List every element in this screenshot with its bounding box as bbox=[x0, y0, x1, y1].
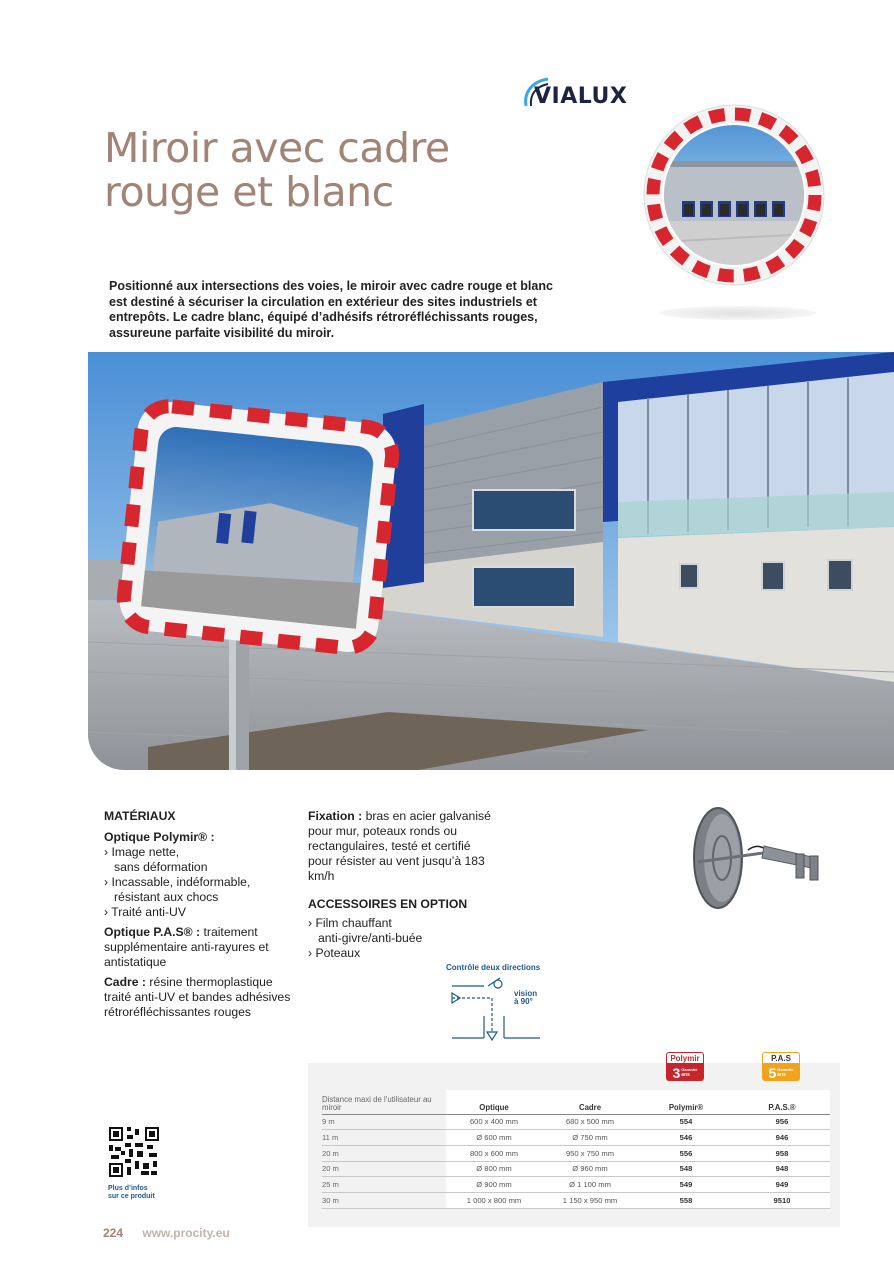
qr-label bbox=[108, 1185, 178, 1201]
qr-label-line-1: Plus d’infos bbox=[108, 1185, 148, 1192]
cell-ref-polymir: 546 bbox=[638, 1130, 734, 1146]
header-optique: Optique bbox=[446, 1090, 542, 1114]
footer bbox=[103, 1226, 230, 1240]
cell-optique: Ø 800 mm bbox=[446, 1161, 542, 1177]
table-row bbox=[322, 1145, 830, 1161]
list-item: › Traité anti-UV bbox=[104, 905, 186, 919]
vision-label-1: vision bbox=[514, 989, 538, 998]
cell-optique: 600 x 400 mm bbox=[446, 1114, 542, 1130]
header-polymir: Polymir® bbox=[638, 1090, 734, 1114]
product-table bbox=[322, 1090, 830, 1209]
direction-label: Contrôle deux directions bbox=[446, 963, 541, 972]
fixation-text: bras en acier galvanisé pour mur, poteaux ronds ou rectangulaires, testé et certifié pour résister au vent jusqu’à 183 km/h bbox=[308, 809, 491, 883]
polymir-warranty-badge bbox=[666, 1052, 704, 1082]
table-row bbox=[322, 1114, 830, 1130]
page-title bbox=[104, 126, 524, 214]
list-item: anti-givre/anti-buée bbox=[318, 931, 423, 945]
pas-badge-unit: ans bbox=[777, 1072, 786, 1078]
cell-optique: Ø 900 mm bbox=[446, 1177, 542, 1193]
cell-ref-pas: 958 bbox=[734, 1145, 830, 1161]
fixation-label: Fixation : bbox=[308, 809, 363, 823]
pas-badge-title: P.A.S bbox=[762, 1052, 800, 1064]
cell-ref-pas: 956 bbox=[734, 1114, 830, 1130]
table-row bbox=[322, 1161, 830, 1177]
cell-cadre: 680 x 500 mm bbox=[542, 1114, 638, 1130]
pas-badge-num: 5 bbox=[768, 1064, 777, 1081]
header-cadre: Cadre bbox=[542, 1090, 638, 1114]
list-item: › Image nette, bbox=[104, 845, 180, 859]
cell-cadre: Ø 750 mm bbox=[542, 1130, 638, 1146]
optique-pas-text: traitement supplémentaire anti-rayures et antistatique bbox=[104, 925, 269, 969]
optique-pas-label: Optique P.A.S® : bbox=[104, 925, 201, 939]
list-item: résistant aux chocs bbox=[114, 890, 219, 904]
page-number: 224 bbox=[103, 1226, 124, 1240]
cadre-label: Cadre : bbox=[104, 975, 146, 989]
cell-ref-pas: 949 bbox=[734, 1177, 830, 1193]
cell-ref-polymir: 554 bbox=[638, 1114, 734, 1130]
fixation-paragraph bbox=[308, 809, 498, 884]
title-line-1: Miroir avec cadre bbox=[104, 124, 450, 172]
fixation-section bbox=[308, 809, 498, 961]
accessories-heading: ACCESSOIRES EN OPTION bbox=[308, 897, 468, 911]
header-pas: P.A.S.® bbox=[734, 1090, 830, 1114]
cell-distance: 11 m bbox=[322, 1130, 446, 1146]
website-link[interactable]: www.procity.eu bbox=[142, 1226, 230, 1240]
list-item: sans déformation bbox=[114, 860, 208, 874]
cell-cadre: 950 x 750 mm bbox=[542, 1145, 638, 1161]
table-header-row bbox=[322, 1090, 830, 1114]
polymir-badge-sub: Garantie bbox=[681, 1067, 698, 1072]
polymir-badge-title: Polymir bbox=[666, 1052, 704, 1064]
header-distance: Distance maxi de l’utilisateur au miroir bbox=[322, 1090, 446, 1114]
cell-cadre: Ø 960 mm bbox=[542, 1161, 638, 1177]
direction-diagram bbox=[444, 976, 544, 1042]
cell-distance: 20 m bbox=[322, 1161, 446, 1177]
cell-distance: 30 m bbox=[322, 1192, 446, 1208]
cell-ref-polymir: 549 bbox=[638, 1177, 734, 1193]
list-item: › Film chauffant bbox=[308, 916, 392, 930]
qr-label-line-2: sur ce produit bbox=[108, 1193, 155, 1200]
polymir-badge-unit: ans bbox=[681, 1072, 690, 1078]
pas-badge-sub: Garantie bbox=[777, 1067, 794, 1072]
cell-distance: 20 m bbox=[322, 1145, 446, 1161]
optique-pas-paragraph bbox=[104, 925, 294, 970]
cell-ref-pas: 9510 bbox=[734, 1192, 830, 1208]
mirror-shadow bbox=[660, 306, 816, 320]
mounting-bracket-image bbox=[692, 806, 832, 910]
cell-optique: 1 000 x 800 mm bbox=[446, 1192, 542, 1208]
brand-logo bbox=[522, 76, 632, 112]
cell-cadre: Ø 1 100 mm bbox=[542, 1177, 638, 1193]
cadre-paragraph bbox=[104, 975, 294, 1020]
title-line-2: rouge et blanc bbox=[104, 168, 394, 216]
brand-name: VIALUX bbox=[534, 84, 628, 109]
cell-distance: 25 m bbox=[322, 1177, 446, 1193]
hero-photo bbox=[88, 352, 894, 770]
cell-distance: 9 m bbox=[322, 1114, 446, 1130]
vision-label-2: à 90° bbox=[514, 997, 533, 1006]
optique-polymir-label: Optique Polymir® : bbox=[104, 830, 215, 844]
cadre-text: résine thermoplastique traité anti-UV et bandes adhésives rétroréfléchissantes rouges bbox=[104, 975, 291, 1019]
intro-paragraph: Positionné aux intersections des voies, le miroir avec cadre rouge et blanc est destiné à sécuriser la circulation en extérieur des sites industriels et entrepôts. Le cadre blanc, équipé d’adhésifs rétroréfléchissants rouges, assureune parfaite visibilité du miroir. bbox=[109, 279, 553, 340]
table-row bbox=[322, 1130, 830, 1146]
pas-warranty-badge bbox=[762, 1052, 800, 1082]
cell-optique: 800 x 600 mm bbox=[446, 1145, 542, 1161]
materials-heading: MATÉRIAUX bbox=[104, 809, 176, 823]
cell-ref-polymir: 548 bbox=[638, 1161, 734, 1177]
cell-ref-pas: 948 bbox=[734, 1161, 830, 1177]
cell-ref-pas: 946 bbox=[734, 1130, 830, 1146]
qr-code[interactable] bbox=[109, 1127, 159, 1177]
list-item: › Incassable, indéformable, bbox=[104, 875, 251, 889]
cell-ref-polymir: 558 bbox=[638, 1192, 734, 1208]
polymir-badge-num: 3 bbox=[672, 1064, 681, 1081]
cell-cadre: 1 150 x 950 mm bbox=[542, 1192, 638, 1208]
cell-optique: Ø 600 mm bbox=[446, 1130, 542, 1146]
materials-section bbox=[104, 809, 294, 1020]
table-row bbox=[322, 1177, 830, 1193]
table-row bbox=[322, 1192, 830, 1208]
cell-ref-polymir: 556 bbox=[638, 1145, 734, 1161]
list-item: › Poteaux bbox=[308, 946, 361, 960]
round-mirror-image bbox=[642, 103, 826, 287]
